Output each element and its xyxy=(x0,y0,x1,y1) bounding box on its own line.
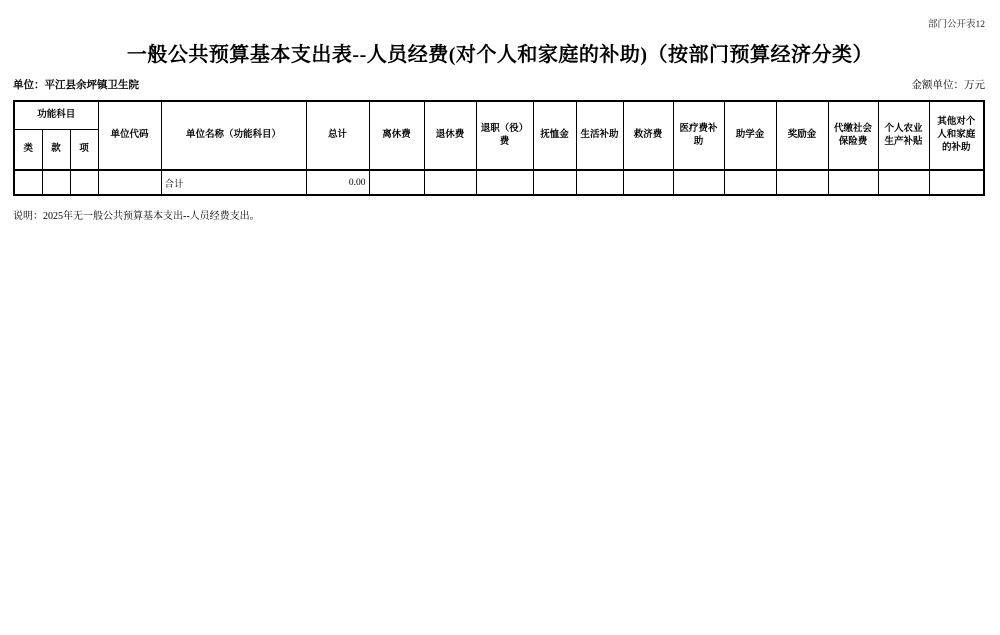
header-reward-money: 奖励金 xyxy=(776,101,828,170)
header-lixiu-fee: 离休费 xyxy=(369,101,424,170)
cell-agriculture-subsidy xyxy=(878,170,929,195)
cell-other-subsidy xyxy=(929,170,984,195)
header-section: 款 xyxy=(42,129,70,170)
cell-pension-money xyxy=(533,170,576,195)
table-body xyxy=(14,170,984,195)
cell-category xyxy=(14,170,42,195)
cell-resignation-fee xyxy=(476,170,533,195)
header-agriculture-subsidy: 个人农业生产补贴 xyxy=(878,101,929,170)
cell-item xyxy=(70,170,98,195)
header-retirement-fee: 退休费 xyxy=(424,101,476,170)
header-group-row xyxy=(14,101,984,129)
header-unit-code: 单位代码 xyxy=(98,101,161,170)
cell-section xyxy=(42,170,70,195)
header-item: 项 xyxy=(70,129,98,170)
header-social-insurance-fee: 代缴社会保险费 xyxy=(828,101,878,170)
cell-scholarship xyxy=(724,170,776,195)
amount-unit-label: 金额单位：万元 xyxy=(911,80,985,91)
note-text: 说明：2025年无一般公共预算基本支出--人员经费支出。 xyxy=(13,211,260,222)
cell-relief-fee xyxy=(623,170,673,195)
header-pension-money: 抚恤金 xyxy=(533,101,576,170)
cell-unit-code xyxy=(98,170,161,195)
table-row-total xyxy=(14,170,984,195)
page-title: 一般公共预算基本支出表--人员经费(对个人和家庭的补助)（按部门预算经济分类） xyxy=(126,44,874,66)
header-other-subsidy: 其他对个人和家庭的补助 xyxy=(929,101,984,170)
cell-retirement-fee xyxy=(424,170,476,195)
unit-name-label: 单位：平江县余坪镇卫生院 xyxy=(13,80,139,91)
cell-total: 0.00 xyxy=(306,170,369,195)
cell-medical-subsidy xyxy=(673,170,724,195)
table-header xyxy=(14,101,984,170)
header-function-category-group: 功能科目 xyxy=(14,101,98,129)
doc-sheet-number: 部门公开表12 xyxy=(927,20,985,30)
header-living-subsidy: 生活补助 xyxy=(576,101,623,170)
meta-row xyxy=(13,77,985,92)
header-total: 总计 xyxy=(306,101,369,170)
header-relief-fee: 救济费 xyxy=(623,101,673,170)
cell-unit-name: 合计 xyxy=(161,170,306,195)
budget-table xyxy=(13,100,985,196)
header-medical-subsidy: 医疗费补助 xyxy=(673,101,724,170)
header-resignation-fee: 退职（役）费 xyxy=(476,101,533,170)
cell-reward-money xyxy=(776,170,828,195)
cell-living-subsidy xyxy=(576,170,623,195)
cell-lixiu-fee xyxy=(369,170,424,195)
header-category: 类 xyxy=(14,129,42,170)
header-scholarship: 助学金 xyxy=(724,101,776,170)
header-unit-name: 单位名称（功能科目） xyxy=(161,101,306,170)
cell-social-insurance-fee xyxy=(828,170,878,195)
